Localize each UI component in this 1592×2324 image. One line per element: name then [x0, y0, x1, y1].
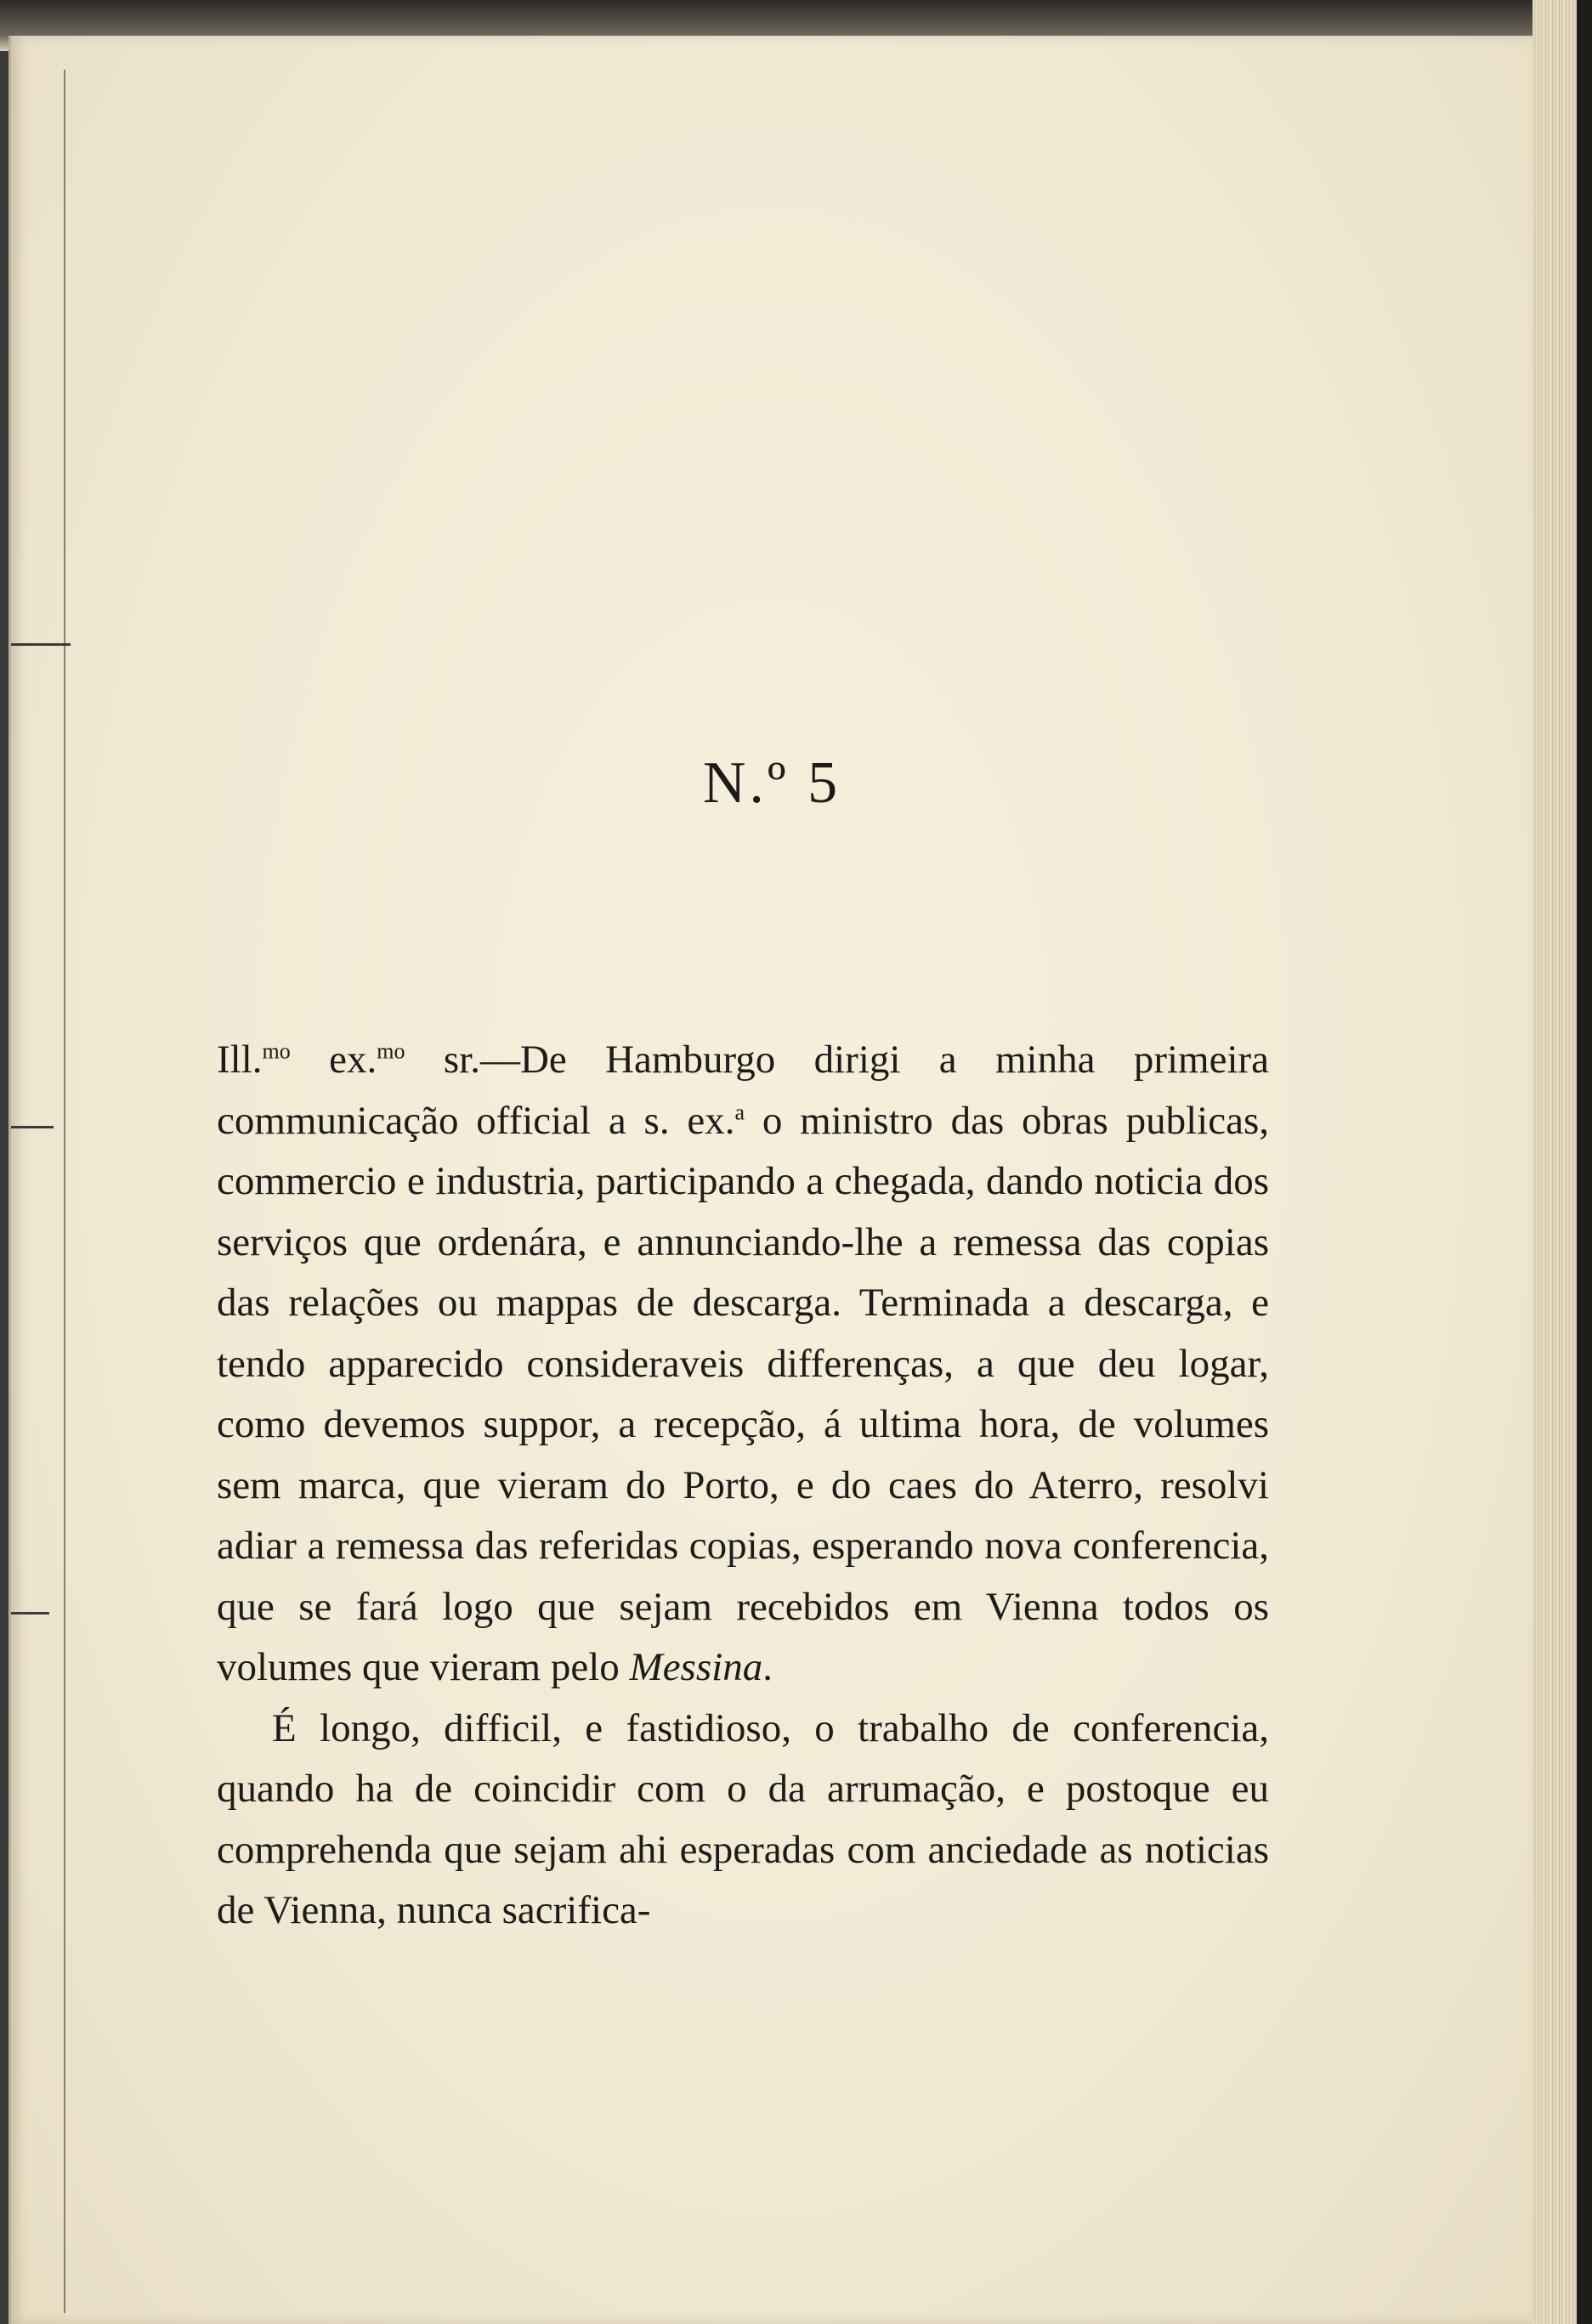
- paragraph-1-main: o ministro das obras publicas, commercio e industria, participando a chegada, dando noticia dos serviços que ordenára, e annunciando-lhe a remessa das copias das relações ou mappas de descarga. Terminada a descarga, e tendo apparecido consideraveis differenças, a que deu logar, como devemos suppor, a recepção, á ultima hora, de volumes sem marca, que vieram do Porto, e do caes do Aterro, resolvi adiar a remessa das referidas copias, esperando nova conferencia, que se fará logo que sejam recebidos em Vienna todos os volumes que vieram pelo: [217, 1098, 1270, 1689]
- book-page: [8, 36, 1533, 2324]
- binding-gutter-line: [64, 70, 65, 2313]
- salutation-superscript: mo: [262, 1038, 291, 1064]
- binding-stitch: [11, 643, 71, 646]
- paragraph-2: É longo, difficil, e fastidioso, o trabalho de conferencia, quando ha de coincidir com o da arrumação, e postoque eu comprehenda que sejam ahi esperadas com anciedade as noticias de Vienna, nunca sacrifica-: [217, 1705, 1269, 1932]
- paragraph-1-lead: sr.—De Hamburgo dirigi a minha primeira communicação official a s. ex.: [217, 1038, 1270, 1143]
- salutation: Ill.: [217, 1038, 263, 1082]
- binding-stitch: [11, 1126, 54, 1128]
- excellency-superscript: a: [734, 1099, 745, 1124]
- ship-name: Messina: [629, 1645, 763, 1689]
- salutation-superscript: mo: [377, 1038, 405, 1064]
- scan-right-border: [1577, 0, 1592, 2324]
- letter-body: [217, 1030, 1269, 1942]
- salutation-middle: ex.: [329, 1038, 377, 1082]
- paragraph-1: [217, 1030, 1269, 1699]
- document-number-heading: N.º 5: [702, 750, 841, 816]
- binding-stitch: [11, 1612, 49, 1614]
- paragraph-1-end: .: [762, 1645, 773, 1689]
